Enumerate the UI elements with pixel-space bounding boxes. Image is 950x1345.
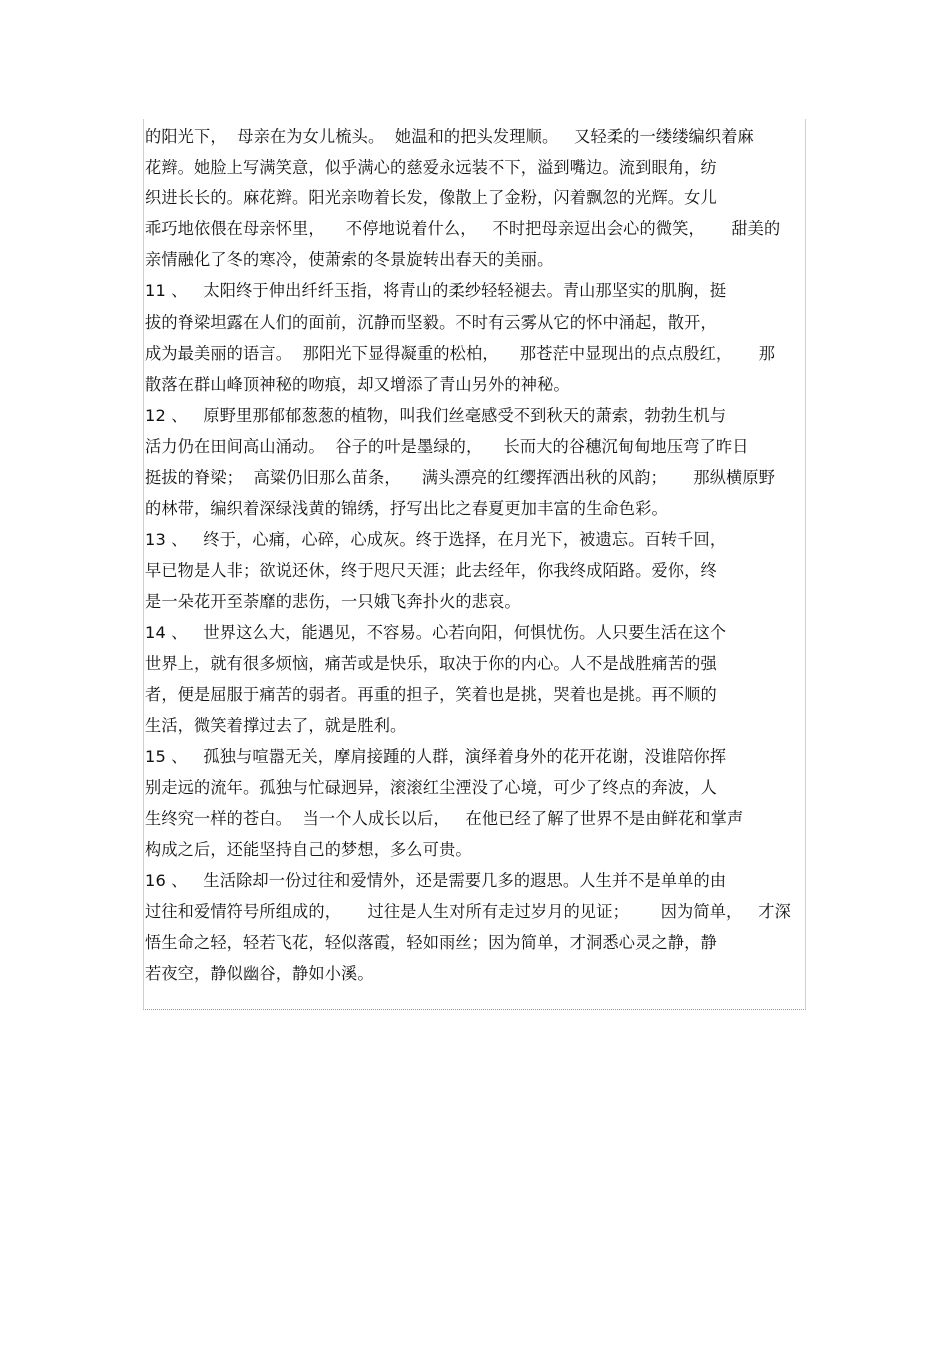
text-line: 是一朵花开至荼靡的悲伤，一只娥飞奔扑火的悲哀。 [145, 592, 521, 611]
text-line: 11 、 太阳终于伸出纤纤玉指，将青山的柔纱轻轻褪去。青山那坚实的肌胸，挺 [145, 281, 727, 300]
text-line: 乖巧地依偎在母亲怀里， 不停地说着什么， 不时把母亲逗出会心的微笑， 甜美的 [145, 219, 781, 238]
text-line: 构成之后，还能坚持自己的梦想，多么可贵。 [145, 840, 472, 859]
text-line: 15 、 孤独与喧嚣无关，摩肩接踵的人群，演绎着身外的花开花谢，没谁陪你挥 [145, 747, 727, 766]
text-line: 活力仍在田间高山涌动。 谷子的叶是墨绿的， 长而大的谷穗沉甸甸地压弯了昨日 [145, 437, 749, 456]
text-line: 早已物是人非；欲说还休，终于咫尺天涯；此去经年，你我终成陌路。爱你，终 [145, 561, 717, 580]
text-line: 成为最美丽的语言。 那阳光下显得凝重的松柏， 那苍茫中显现出的点点殷红， 那 [145, 344, 776, 363]
text-line: 散落在群山峰顶神秘的吻痕，却又增添了青山另外的神秘。 [145, 375, 570, 394]
text-line: 的林带，编织着深绿浅黄的锦绣，抒写出比之春夏更加丰富的生命色彩。 [145, 499, 668, 518]
text-line: 别走远的流年。孤独与忙碌迥异，滚滚红尘湮没了心境，可少了终点的奔波，人 [145, 778, 717, 797]
text-line: 织进长长的。麻花辫。阳光亲吻着长发，像散上了金粉，闪着飘忽的光辉。女儿 [145, 188, 717, 207]
text-line: 12 、 原野里那郁郁葱葱的植物，叫我们丝毫感受不到秋天的萧索，勃勃生机与 [145, 406, 727, 425]
text-line: 16 、 生活除却一份过往和爱情外，还是需要几多的遐思。人生并不是单单的由 [145, 871, 727, 890]
text-line: 悟生命之轻，轻若飞花，轻似落霞，轻如雨丝；因为简单，才洞悉心灵之静，静 [145, 933, 717, 952]
text-line: 的阳光下， 母亲在为女儿梳头。 她温和的把头发理顺。 又轻柔的一缕缕编织着麻 [145, 127, 754, 146]
text-line: 14 、 世界这么大，能遇见，不容易。心若向阳，何惧忧伤。人只要生活在这个 [145, 623, 727, 642]
text-line: 13 、 终于，心痛，心碎，心成灰。终于选择，在月光下，被遗忘。百转千回， [145, 530, 727, 549]
text-line: 生活，微笑着撑过去了，就是胜利。 [145, 716, 407, 735]
text-line: 花辫。她脸上写满笑意，似乎满心的慈爱永远装不下，溢到嘴边。流到眼角，纺 [145, 158, 717, 177]
text-line: 拔的脊梁坦露在人们的面前，沉静而坚毅。不时有云雾从它的怀中涌起，散开， [145, 313, 717, 332]
text-line: 挺拔的脊梁； 高粱仍旧那么苗条， 满头漂亮的红缨挥洒出秋的风韵； 那纵横原野 [145, 468, 776, 487]
text-line: 世界上，就有很多烦恼，痛苦或是快乐，取决于你的内心。人不是战胜痛苦的强 [145, 654, 717, 673]
text-line: 若夜空，静似幽谷，静如小溪。 [145, 964, 374, 983]
text-line: 过往和爱情符号所组成的， 过往是人生对所有走过岁月的见证； 因为简单， 才深 [145, 902, 791, 921]
text-line: 生终究一样的苍白。 当一个人成长以后， 在他已经了解了世界不是由鲜花和掌声 [145, 809, 744, 828]
text-line: 者，便是屈服于痛苦的弱者。再重的担子，笑着也是挑，哭着也是挑。再不顺的 [145, 685, 717, 704]
text-line: 亲情融化了冬的寒冷，使萧索的冬景旋转出春天的美丽。 [145, 250, 554, 269]
